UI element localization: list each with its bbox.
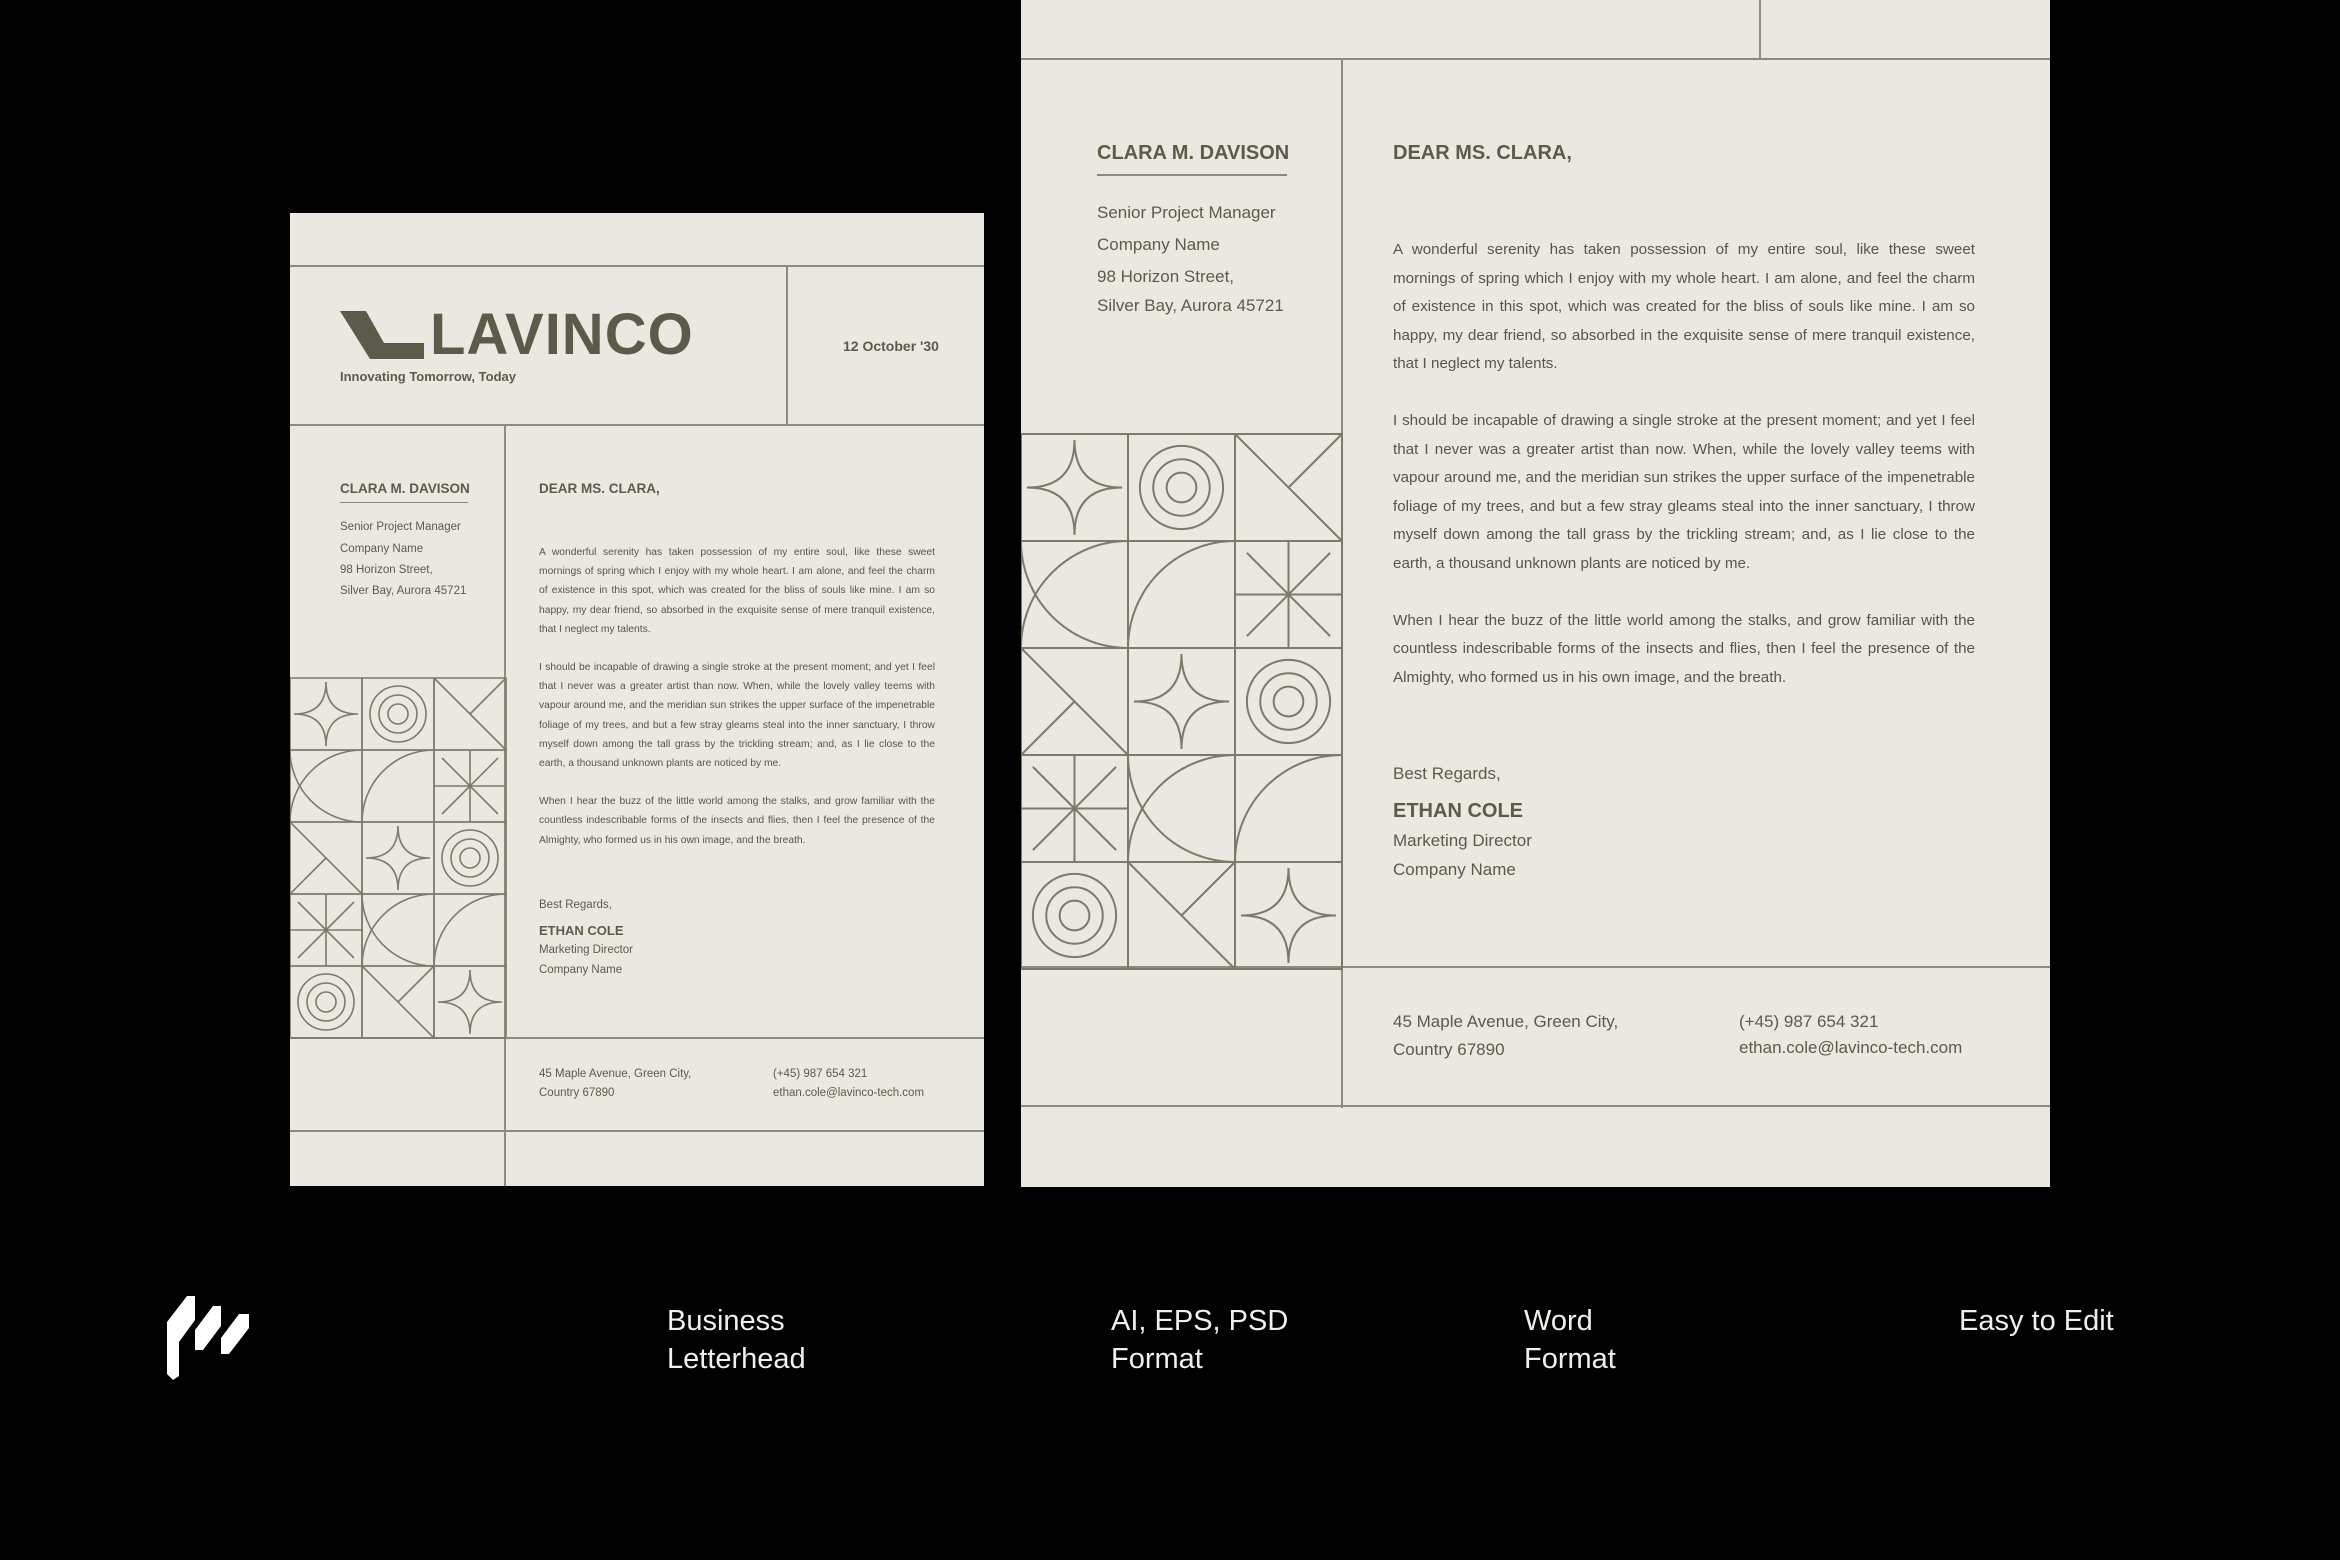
footer-phone: (+45) 987 654 321 bbox=[773, 1068, 868, 1080]
footer-address-line1: 45 Maple Avenue, Green City, bbox=[539, 1068, 692, 1080]
signer-name: ETHAN COLE bbox=[1393, 800, 1523, 822]
divider bbox=[290, 265, 984, 267]
sender-address-line2: Silver Bay, Aurora 45721 bbox=[1097, 296, 1284, 315]
divider bbox=[1759, 0, 1761, 60]
geometric-pattern bbox=[290, 678, 506, 1038]
letter-paragraph: A wonderful serenity has taken possession of my entire soul, like these sweet mornings of spring which I enjoy with my whole heart. I am alone, and feel the charm of existence in this spot, which was created for the bliss of souls like mine. I am so happy, my dear friend, so absorbed in the exquisite sense of mere tranquil existence, that I neglect my talents. bbox=[539, 547, 935, 635]
divider bbox=[290, 424, 984, 426]
footer-address-line1: 45 Maple Avenue, Green City, bbox=[1393, 1012, 1619, 1031]
letter-body bbox=[1393, 236, 1975, 692]
letter-paragraph: When I hear the buzz of the little world among the stalks, and grow familiar with the countless indescribable forms of the insects and flies, then I feel the presence of the Almighty, who formed us in his own image, and the breath. bbox=[1393, 611, 1975, 686]
brand-tagline: Innovating Tomorrow, Today bbox=[340, 369, 516, 384]
signer-title: Marketing Director bbox=[539, 944, 633, 956]
underline bbox=[340, 502, 468, 503]
divider bbox=[1021, 1105, 2050, 1107]
letter-closing: Best Regards, bbox=[1393, 764, 1501, 783]
feature-easy-to-edit: Easy to Edit bbox=[1959, 1305, 2114, 1337]
letter-paragraph: When I hear the buzz of the little world among the stalks, and grow familiar with the countless indescribable forms of the insects and flies, then I feel the presence of the Almighty, who formed us in his own image, and the breath. bbox=[539, 796, 935, 846]
letter-date: 12 October '30 bbox=[843, 338, 939, 354]
feature-word-format: Word Format bbox=[1524, 1305, 1616, 1375]
sender-company: Company Name bbox=[1097, 235, 1220, 254]
letter-paragraph: I should be incapable of drawing a single stroke at the present moment; and yet I feel that I never was a greater artist than now. When, while the lovely valley teems with vapour around me, and the meridian sun strikes the upper surface of the impenetrable foliage of my trees, and but a few stray gleams steal into the inner sanctuary, I throw myself down among the tall grass by the trickling stream; and, as I lie close to the earth, a thousand unknown plants are noticed by me. bbox=[1393, 411, 1975, 572]
lavinco-logo-icon bbox=[340, 311, 424, 359]
letterhead-preview-zoomed bbox=[1021, 0, 2050, 1187]
letterhead-preview-small bbox=[290, 213, 984, 1186]
sender-name: CLARA M. DAVISON bbox=[340, 481, 470, 496]
sender-address-line1: 98 Horizon Street, bbox=[1097, 267, 1235, 286]
sender-name: CLARA M. DAVISON bbox=[1097, 142, 1290, 164]
signer-company: Company Name bbox=[539, 964, 623, 976]
signer-company: Company Name bbox=[1393, 860, 1516, 879]
brand-name: LAVINCO bbox=[430, 302, 694, 367]
divider bbox=[290, 1130, 984, 1132]
footer-address-line2: Country 67890 bbox=[1393, 1040, 1505, 1059]
sender-title: Senior Project Manager bbox=[1097, 203, 1276, 222]
sender-company: Company Name bbox=[340, 543, 424, 555]
footer-phone: (+45) 987 654 321 bbox=[1739, 1012, 1879, 1031]
feature-file-formats: AI, EPS, PSD Format bbox=[1111, 1305, 1289, 1375]
letter-body bbox=[539, 543, 935, 850]
footer-email: ethan.cole@lavinco-tech.com bbox=[773, 1087, 925, 1099]
divider bbox=[1021, 58, 2050, 60]
signer-title: Marketing Director bbox=[1393, 831, 1532, 850]
letter-greeting: DEAR MS. CLARA, bbox=[1393, 142, 1572, 164]
divider bbox=[786, 265, 788, 425]
letter-greeting: DEAR MS. CLARA, bbox=[539, 481, 660, 496]
letter-closing: Best Regards, bbox=[539, 899, 612, 911]
letter-paragraph: I should be incapable of drawing a single stroke at the present moment; and yet I feel that I never was a greater artist than now. When, while the lovely valley teems with vapour around me, and the meridian sun strikes the upper surface of the impenetrable foliage of my trees, and but a few stray gleams steal into the inner sanctuary, I throw myself down among the tall grass by the trickling stream; and, as I lie close to the earth, a thousand unknown plants are noticed by me. bbox=[539, 662, 935, 770]
footer-address-line2: Country 67890 bbox=[539, 1087, 615, 1099]
underline bbox=[1097, 174, 1287, 176]
sender-address-line2: Silver Bay, Aurora 45721 bbox=[340, 585, 467, 597]
geometric-pattern bbox=[1021, 434, 1342, 969]
footer-email: ethan.cole@lavinco-tech.com bbox=[1739, 1038, 1963, 1057]
sender-title: Senior Project Manager bbox=[340, 521, 461, 533]
sender-address-line1: 98 Horizon Street, bbox=[340, 564, 433, 576]
letter-paragraph: A wonderful serenity has taken possession of my entire soul, like these sweet mornings of spring which I enjoy with my whole heart. I am alone, and feel the charm of existence in this spot, which was created for the bliss of souls like mine. I am so happy, my dear friend, so absorbed in the exquisite sense of mere tranquil existence, that I neglect my talents. bbox=[1393, 241, 1975, 373]
signer-name: ETHAN COLE bbox=[539, 923, 624, 938]
studio-logo-icon bbox=[165, 1292, 251, 1382]
feature-business-letterhead: Business Letterhead bbox=[667, 1305, 806, 1375]
